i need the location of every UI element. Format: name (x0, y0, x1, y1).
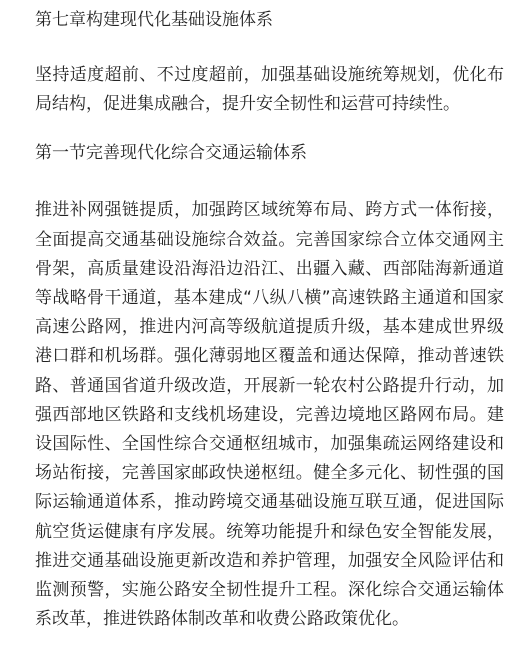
body-paragraph: 推进补网强链提质，加强跨区域统筹布局、跨方式一体衔接，全面提高交通基础设施综合效益。完善国家综合立体交通网主骨架，高质量建设沿海沿边沿江、出疆入藏、西部陆海新通道等战略骨干通道，基本建成“八纵八横”高速铁路主通道和国家高速公路网，推进内河高等级航道提质升级，基本建成世界级港口群和机场群。强化薄弱地区覆盖和通达保障，推动普速铁路、普通国省道升级改造，开展新一轮农村公路提升行动，加强西部地区铁路和支线机场建设，完善边境地区路网布局。建设国际性、全国性综合交通枢纽城市，加强集疏运网络建设和场站衔接，完善国家邮政快递枢纽。健全多元化、韧性强的国际运输通道体系，推动跨境交通基础设施互联互通，促进国际航空货运健康有序发展。统筹功能提升和绿色安全智能发展，推进交通基础设施更新改造和养护管理，加强安全风险评估和监测预警，实施公路安全韧性提升工程。深化综合交通运输体系改革，推进铁路体制改革和收费公路政策优化。 (35, 200, 504, 630)
chapter-title: 第七章构建现代化基础设施体系 (35, 10, 273, 30)
intro-paragraph: 坚持适度超前、不过度超前，加强基础设施统筹规划，优化布局结构，促进集成融合，提升安全韧性和运营可持续性。 (35, 65, 504, 115)
section-title: 第一节完善现代化综合交通运输体系 (35, 143, 307, 164)
